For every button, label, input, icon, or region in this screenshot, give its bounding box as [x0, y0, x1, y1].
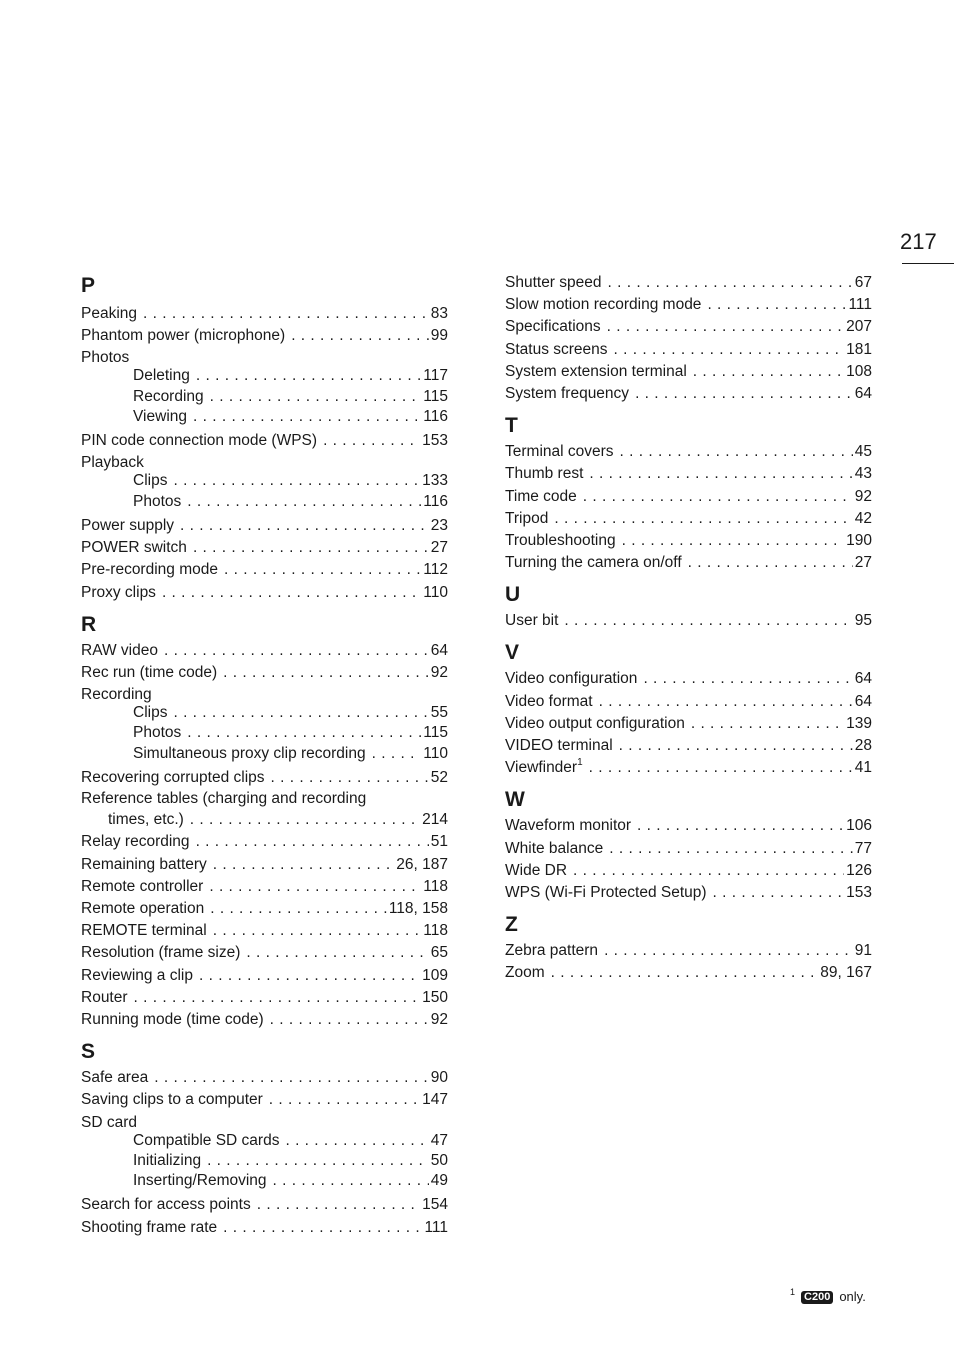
index-entry: Slow motion recording mode . . . 111 — [505, 294, 872, 316]
index-entry: Shooting frame rate . . . 111 — [81, 1217, 448, 1239]
index-entry: Running mode (time code) . . . 92 — [81, 1009, 448, 1031]
section-letter-v: V — [505, 641, 520, 665]
index-entry-heading: Playback — [81, 454, 144, 472]
index-entry: PIN code connection mode (WPS) . . . 153 — [81, 430, 448, 452]
index-entry-heading: SD card — [81, 1113, 137, 1131]
index-entry: Recovering corrupted clips . . . 52 — [81, 767, 448, 789]
index-entry: User bit . . . 95 — [505, 610, 872, 632]
index-subentry: Inserting/Removing . . . 49 — [81, 1171, 448, 1191]
index-entry: Thumb rest . . . 43 — [505, 463, 872, 485]
index-entry: Video output configuration . . . 139 — [505, 713, 872, 735]
viewfinder-term: Viewfinder — [505, 759, 578, 777]
index-subentry: Photos . . . 115 — [81, 723, 448, 743]
index-entry: POWER switch . . . 27 — [81, 537, 448, 559]
index-entry: Troubleshooting . . . 190 — [505, 530, 872, 552]
index-entry: Remote controller . . . 118 — [81, 876, 448, 898]
index-entry: System extension terminal . . . 108 — [505, 361, 872, 383]
index-entry: Zoom . . . 89, 167 — [505, 962, 872, 984]
index-subentry: Simultaneous proxy clip recording . . . 110 — [81, 744, 448, 764]
index-entry: Search for access points . . . 154 — [81, 1194, 448, 1216]
footnote-reference: 1 — [577, 757, 583, 769]
index-entry: Resolution (frame size) . . . 65 — [81, 942, 448, 964]
index-entry: Safe area . . . 90 — [81, 1067, 448, 1089]
index-entry: WPS (Wi-Fi Protected Setup) . . . 153 — [505, 882, 872, 904]
index-entry: Saving clips to a computer . . . 147 — [81, 1089, 448, 1111]
index-entry: Terminal covers . . . 45 — [505, 441, 872, 463]
index-subentry: Deleting . . . 117 — [81, 366, 448, 386]
index-subentry: Viewing . . . 116 — [81, 407, 448, 427]
index-subentries — [81, 703, 448, 764]
index-subentries — [81, 366, 448, 427]
index-entry: Router . . . 150 — [81, 987, 448, 1009]
index-entry-heading: Recording — [81, 686, 152, 704]
index-entry: Relay recording . . . 51 — [81, 831, 448, 853]
index-entry: VIDEO terminal . . . 28 — [505, 735, 872, 757]
index-entry: Power supply . . . 23 — [81, 515, 448, 537]
index-entry: REMOTE terminal . . . 118 — [81, 920, 448, 942]
index-entry: Remaining battery . . . 26, 187 — [81, 854, 448, 876]
index-entry: System frequency . . . 64 — [505, 383, 872, 405]
index-entry: Viewfinder$^1$ . . . 41 — [505, 757, 872, 779]
index-entry: Zebra pattern . . . 91 — [505, 940, 872, 962]
index-entry: times, etc.) . . . 214 — [81, 809, 448, 831]
index-entry: White balance . . . 77 — [505, 838, 872, 860]
footnote-mark: 1 — [790, 1287, 796, 1297]
index-subentry: Compatible SD cards . . . 47 — [81, 1131, 448, 1151]
index-entry: Remote operation . . . 118, 158 — [81, 898, 448, 920]
index-entry-continuation — [81, 809, 448, 831]
index-entry: Tripod . . . 42 — [505, 508, 872, 530]
section-letter-t: T — [505, 414, 518, 438]
index-entry: Time code . . . 92 — [505, 486, 872, 508]
index-entry: Video configuration . . . 64 — [505, 668, 872, 690]
index-entry: Wide DR . . . 126 — [505, 860, 872, 882]
index-column-left — [81, 272, 448, 1239]
section-letter-u: U — [505, 583, 521, 607]
index-entry: Status screens . . . 181 — [505, 339, 872, 361]
page-number-rule — [902, 263, 954, 264]
index-subentry: Clips . . . 133 — [81, 471, 448, 491]
index-subentry: Initializing . . . 50 — [81, 1151, 448, 1171]
index-subentries — [81, 471, 448, 512]
index-subentry: Clips . . . 55 — [81, 703, 448, 723]
index-entry: Shutter speed . . . 67 — [505, 272, 872, 294]
section-letter-z: Z — [505, 913, 518, 937]
index-entry: Proxy clips . . . 110 — [81, 582, 448, 604]
index-entry-heading: Photos — [81, 349, 130, 367]
index-entry: RAW video . . . 64 — [81, 640, 448, 662]
index-entry: Peaking . . . 83 — [81, 303, 448, 325]
index-entry: Waveform monitor . . . 106 — [505, 815, 872, 837]
index-entry: Pre-recording mode . . . 112 — [81, 559, 448, 581]
footnote-text: only. — [839, 1289, 866, 1304]
index-entry: Reviewing a clip . . . 109 — [81, 965, 448, 987]
section-letter-w: W — [505, 788, 525, 812]
index-entry-wrapped: Reference tables (charging and recording — [81, 790, 367, 808]
index-entry: Turning the camera on/off . . . 27 — [505, 552, 872, 574]
index-subentry: Recording . . . 115 — [81, 387, 448, 407]
index-subentries — [81, 1131, 448, 1192]
section-letter-p: P — [81, 274, 96, 297]
index-subentry: Photos . . . 116 — [81, 492, 448, 512]
section-letter-r: R — [81, 612, 97, 636]
footnote — [790, 1289, 866, 1305]
index-column-right — [505, 272, 872, 985]
page-number: 217 — [900, 229, 937, 254]
index-entry: Rec run (time code) . . . 92 — [81, 662, 448, 684]
index-entry: Phantom power (microphone) . . . 99 — [81, 325, 448, 347]
section-letter-s: S — [81, 1040, 96, 1064]
index-entry: Video format . . . 64 — [505, 691, 872, 713]
index-entry: Specifications . . . 207 — [505, 316, 872, 338]
model-badge: C200 — [801, 1291, 833, 1304]
